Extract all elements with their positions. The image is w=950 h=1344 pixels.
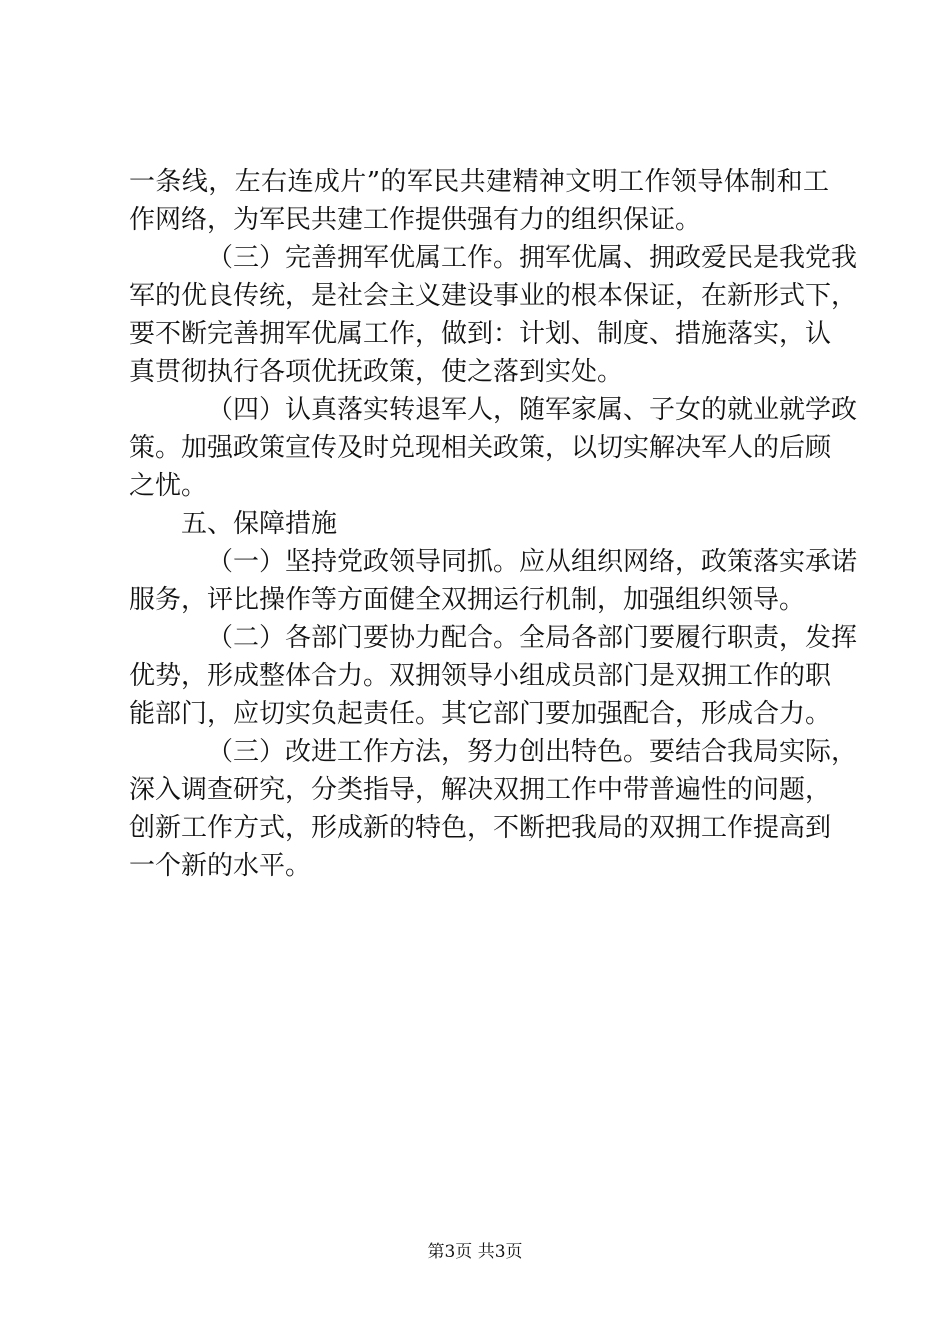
paragraph-heading-line: （三）完善拥军优属工作。拥军优属、拥政爱民是我党我 [207, 243, 858, 273]
body-line: 深入调查研究，分类指导，解决双拥工作中带普遍性的问题， [129, 775, 832, 805]
paragraph-heading-line: （二）各部门要协力配合。全局各部门要履行职责，发挥 [207, 623, 858, 653]
body-line: 之忧。 [129, 471, 208, 501]
body-line: 真贯彻执行各项优抚政策，使之落到实处。 [129, 357, 624, 387]
body-line: 服务，评比操作等方面健全双拥运行机制，加强组织领导。 [129, 585, 806, 615]
paragraph-heading-line: （一）坚持党政领导同抓。应从组织网络，政策落实承诺 [207, 547, 858, 577]
body-line: 优势，形成整体合力。双拥领导小组成员部门是双拥工作的职 [129, 661, 832, 691]
body-line: 一个新的水平。 [129, 851, 312, 881]
body-line: 一条线，左右连成片”的军民共建精神文明工作领导体制和工 [129, 167, 829, 197]
section-heading: 五、保障措施 [181, 509, 338, 539]
paragraph-heading-line: （三）改进工作方法，努力创出特色。要结合我局实际， [207, 737, 858, 767]
body-line: 作网络，为军民共建工作提供强有力的组织保证。 [129, 205, 702, 235]
page-number-footer: 第3页 共3页 [427, 1242, 523, 1262]
body-line: 创新工作方式，形成新的特色，不断把我局的双拥工作提高到 [129, 813, 832, 843]
document-body [129, 163, 858, 885]
body-line: 军的优良传统，是社会主义建设事业的根本保证，在新形式下， [129, 281, 858, 311]
body-line: 要不断完善拥军优属工作，做到：计划、制度、措施落实，认 [129, 319, 832, 349]
paragraph-heading-line: （四）认真落实转退军人，随军家属、子女的就业就学政 [207, 395, 858, 425]
body-line: 能部门，应切实负起责任。其它部门要加强配合，形成合力。 [129, 699, 832, 729]
body-line: 策。加强政策宣传及时兑现相关政策，以切实解决军人的后顾 [129, 433, 832, 463]
